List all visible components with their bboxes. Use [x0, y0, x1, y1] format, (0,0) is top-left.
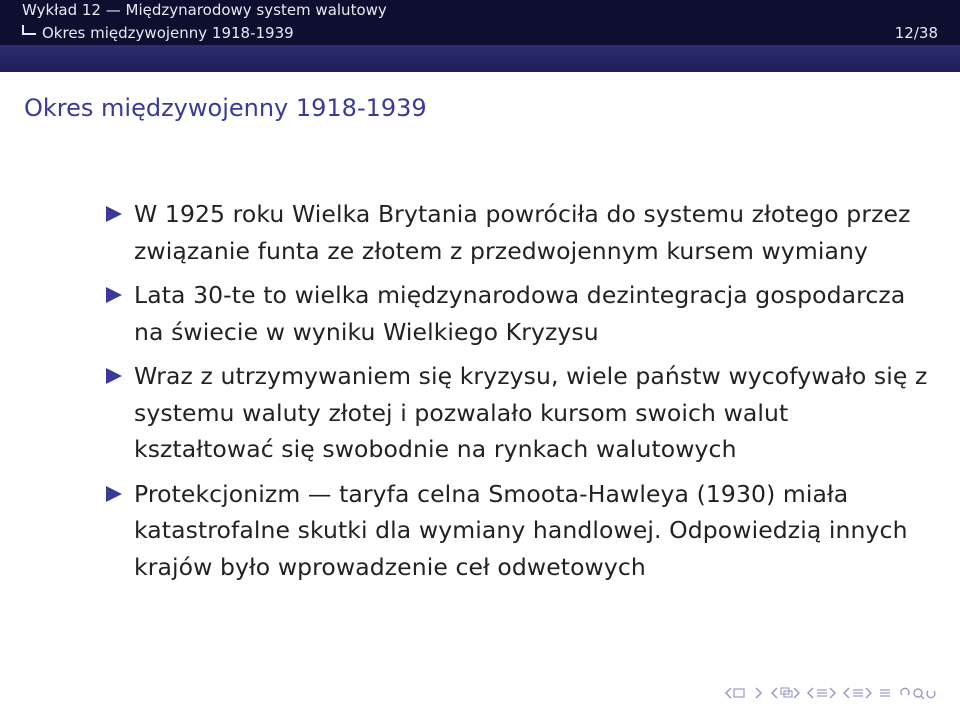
bullet-text: Wraz z utrzymywaniem się kryzysu, wiele państw wycofywało się z systemu waluty złotej i pozwalało kursom swoich walut kształtować się swobodnie na rynkach walutowych [134, 362, 928, 463]
nav-next-slide-icon[interactable] [752, 686, 764, 704]
bullet-text: W 1925 roku Wielka Brytania powróciła do systemu złotego przez związanie funta ze złotem z przedwojennym kursem wymiany [134, 200, 911, 265]
bullet-list [100, 196, 930, 593]
section-bar [0, 21, 960, 45]
subsection-corner-icon [22, 25, 36, 35]
bullet-triangle-icon [106, 486, 122, 502]
page-number: 12/38 [894, 24, 938, 42]
bullet-triangle-icon [106, 287, 122, 303]
nav-prev-section-icon[interactable] [842, 686, 872, 704]
bullet-text: Lata 30-te to wielka międzynarodowa dezintegracja gospodarcza na świecie w wyniku Wielkiego Kryzysu [134, 281, 906, 346]
list-item [100, 476, 930, 586]
nav-search-icon[interactable] [898, 686, 938, 704]
list-item [100, 196, 930, 269]
bullet-triangle-icon [106, 206, 122, 222]
nav-prev-subsection-icon[interactable] [770, 686, 800, 704]
nav-prev-slide-icon[interactable] [724, 686, 746, 704]
navigation-symbols [724, 686, 938, 704]
frame-title: Okres międzywojenny 1918-1939 [24, 94, 427, 122]
beamer-headline [0, 0, 960, 72]
nav-next-section-icon[interactable] [878, 686, 892, 704]
header-band [0, 45, 960, 72]
section-link[interactable]: Okres międzywojenny 1918-1939 [42, 24, 294, 42]
list-item [100, 277, 930, 350]
list-item [100, 358, 930, 468]
bullet-text: Protekcjonizm — taryfa celna Smoota-Hawleya (1930) miała katastrofalne skutki dla wymiany handlowej. Odpowiedzią innych krajów było wprowadzenie ceł odwetowych [134, 479, 908, 581]
nav-next-subsection-icon[interactable] [806, 686, 836, 704]
lecture-title[interactable]: Wykład 12 — Międzynarodowy system walutowy [0, 0, 960, 21]
bullet-triangle-icon [106, 368, 122, 384]
